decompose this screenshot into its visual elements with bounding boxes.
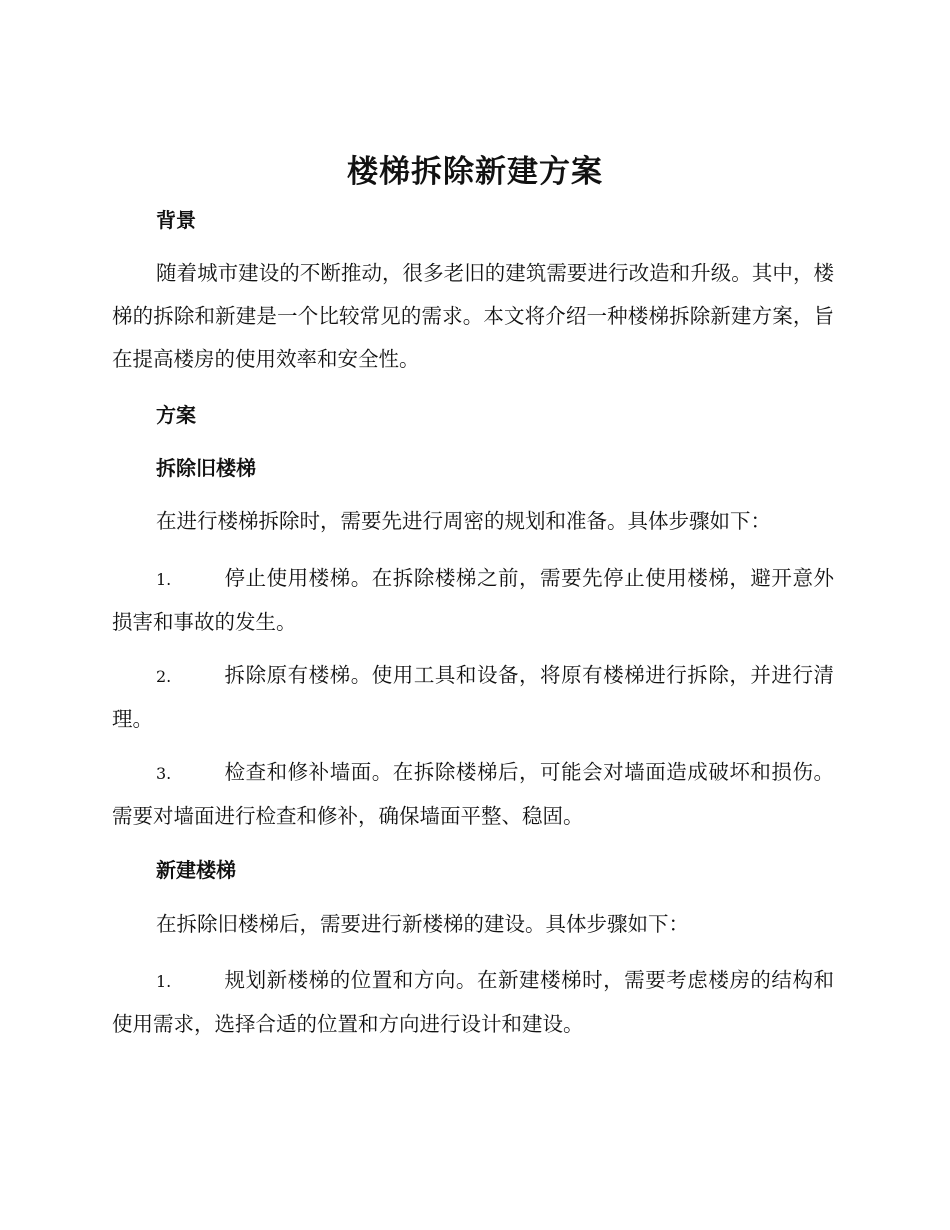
demolish-step-item (112, 751, 834, 838)
demolish-step-item (112, 654, 834, 741)
build-intro-paragraph: 在拆除旧楼梯后，需要进行新楼梯的建设。具体步骤如下： (156, 912, 689, 936)
section-heading-plan: 方案 (156, 403, 196, 427)
step-number: 3. (156, 764, 172, 783)
step-text: 拆除原有楼梯。使用工具和设备，将原有楼梯进行拆除，并进行清理。 (112, 663, 834, 731)
background-paragraph: 随着城市建设的不断推动，很多老旧的建筑需要进行改造和升级。其中，楼梯的拆除和新建是一个比较常见的需求。本文将介绍一种楼梯拆除新建方案，旨在提高楼房的使用效率和安全性。 (112, 261, 834, 371)
step-text: 规划新楼梯的位置和方向。在新建楼梯时，需要考虑楼房的结构和使用需求，选择合适的位置和方向进行设计和建设。 (112, 968, 834, 1036)
section-heading-background: 背景 (156, 208, 196, 232)
step-number: 1. (156, 972, 172, 991)
demolish-step-item (112, 557, 834, 644)
subsection-heading-build: 新建楼梯 (156, 858, 236, 882)
step-number: 1. (156, 570, 172, 589)
subsection-heading-demolish: 拆除旧楼梯 (156, 456, 256, 480)
demolish-intro-paragraph: 在进行楼梯拆除时，需要先进行周密的规划和准备。具体步骤如下： (156, 509, 771, 533)
document-title: 楼梯拆除新建方案 (347, 154, 603, 190)
build-step-item (112, 959, 834, 1046)
step-number: 2. (156, 667, 172, 686)
step-text: 停止使用楼梯。在拆除楼梯之前，需要先停止使用楼梯，避开意外损害和事故的发生。 (112, 566, 834, 634)
step-text: 检查和修补墙面。在拆除楼梯后，可能会对墙面造成破坏和损伤。需要对墙面进行检查和修补，确保墙面平整、稳固。 (112, 760, 834, 828)
